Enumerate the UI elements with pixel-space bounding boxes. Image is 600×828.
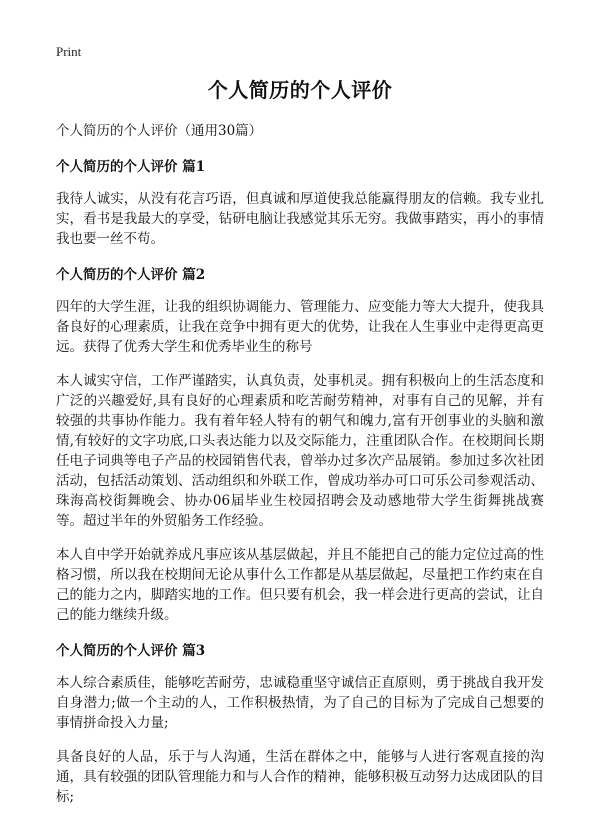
paragraph: 本人自中学开始就养成凡事应该从基层做起，并且不能把自己的能力定位过高的性格习惯，所以我在校期间无论从事什么工作都是从基层做起，尽量把工作约束在自己的能力之内，脚踏实地的工作。但只要有机会，我一样会进行更高的尝试，让自己的能力继续升级。 (56, 547, 544, 623)
page-title: 个人简历的个人评价 (207, 78, 393, 102)
paragraph: 本人诚实守信，工作严谨踏实，认真负责，处事机灵。拥有积极向上的生活态度和广泛的兴趣爱好,具有良好的心理素质和吃苦耐劳精神，对事有自己的见解，并有较强的共事协作能力。我有着年轻人特有的朝气和魄力,富有开创事业的头脑和激情,有较好的文字功底,口头表达能力以及交际能力，注重团队合作。在校期间长期任电子词典等电子产品的校园销售代表，曾举办过多次产品展销。参加过多次社团活动，包括活动策划、活动组织和外联工作，曾成功举办可口可乐公司参观活动、珠海高校街舞晚会、协办06届毕业生校园招聘会及动感地带大学生街舞挑战赛等。超过半年的外贸船务工作经验。 (56, 373, 544, 529)
document-subtitle: 个人简历的个人评价（通用30篇） (56, 123, 263, 139)
section-heading-2: 个人简历的个人评价 篇2 (56, 267, 206, 283)
paragraph: 我待人诚实，从没有花言巧语，但真诚和厚道使我总能赢得朋友的信赖。我专业扎实，看书是我最大的享受，钻研电脑让我感觉其乐无穷。我做事踏实，再小的事情我也要一丝不苟。 (56, 191, 544, 247)
section-heading-3: 个人简历的个人评价 篇3 (56, 643, 206, 659)
paragraph: 具备良好的人品，乐于与人沟通，生活在群体之中，能够与人进行客观直接的沟通，具有较强的团队管理能力和与人合作的精神，能够积极互动努力达成团队的目标; (56, 749, 544, 805)
paragraph: 本人综合素质佳，能够吃苦耐劳，忠诚稳重坚守诚信正直原则，勇于挑战自我开发自身潜力;做一个主动的人，工作积极热情，为了自己的目标为了完成自己想要的事情拼命投入力量; (56, 675, 544, 731)
section-heading-1: 个人简历的个人评价 篇1 (56, 159, 206, 175)
print-link[interactable]: Print (56, 44, 82, 59)
paragraph: 四年的大学生涯，让我的组织协调能力、管理能力、应变能力等大大提升，使我具备良好的心理素质，让我在竞争中拥有更大的优势，让我在人生事业中走得更高更远。获得了优秀大学生和优秀毕业生的称号 (56, 299, 544, 355)
